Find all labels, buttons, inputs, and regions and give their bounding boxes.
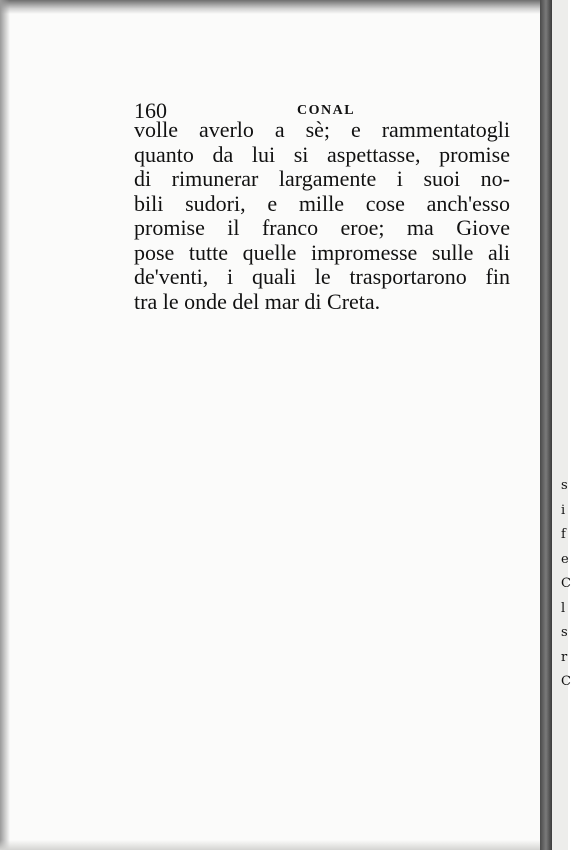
page-number: 160 <box>134 98 167 123</box>
facing-page-letter: s <box>561 478 568 493</box>
text-line: de'venti, i quali le trasportarono fin <box>134 264 510 289</box>
text-line: pose tutte quelle impromesse sulle ali <box>134 239 510 265</box>
text-line: quanto da lui si aspettasse, promise <box>134 141 510 167</box>
text-line: bili sudori, e mille cose anch'esso <box>134 190 510 216</box>
text-line: di rimunerar largamente i suoi no- <box>134 166 510 191</box>
facing-page-letter: f <box>561 527 566 542</box>
text-line: volle averlo a sè; e rammentatogli <box>134 117 510 142</box>
text-line: tra le onde del mar di Creta. <box>134 288 381 314</box>
facing-page-letters <box>561 474 571 695</box>
facing-page-letter: C <box>561 674 571 689</box>
book-spine-gutter <box>540 0 552 850</box>
facing-page-letter: i <box>561 502 566 518</box>
page-left-edge <box>0 0 10 850</box>
page-bottom-shadow <box>0 840 540 850</box>
text-line: promise il franco eroe; ma Giove <box>134 215 510 240</box>
facing-page-edge <box>552 0 568 850</box>
facing-page-letter: s <box>561 625 568 640</box>
facing-page-letter: e <box>561 551 569 567</box>
running-head: CONAL <box>297 103 356 118</box>
facing-page-letter: r <box>561 649 568 665</box>
facing-page-letter: C <box>561 576 571 591</box>
body-text <box>134 118 510 314</box>
facing-page-letter: l <box>561 600 566 616</box>
page-top-edge <box>0 0 568 14</box>
